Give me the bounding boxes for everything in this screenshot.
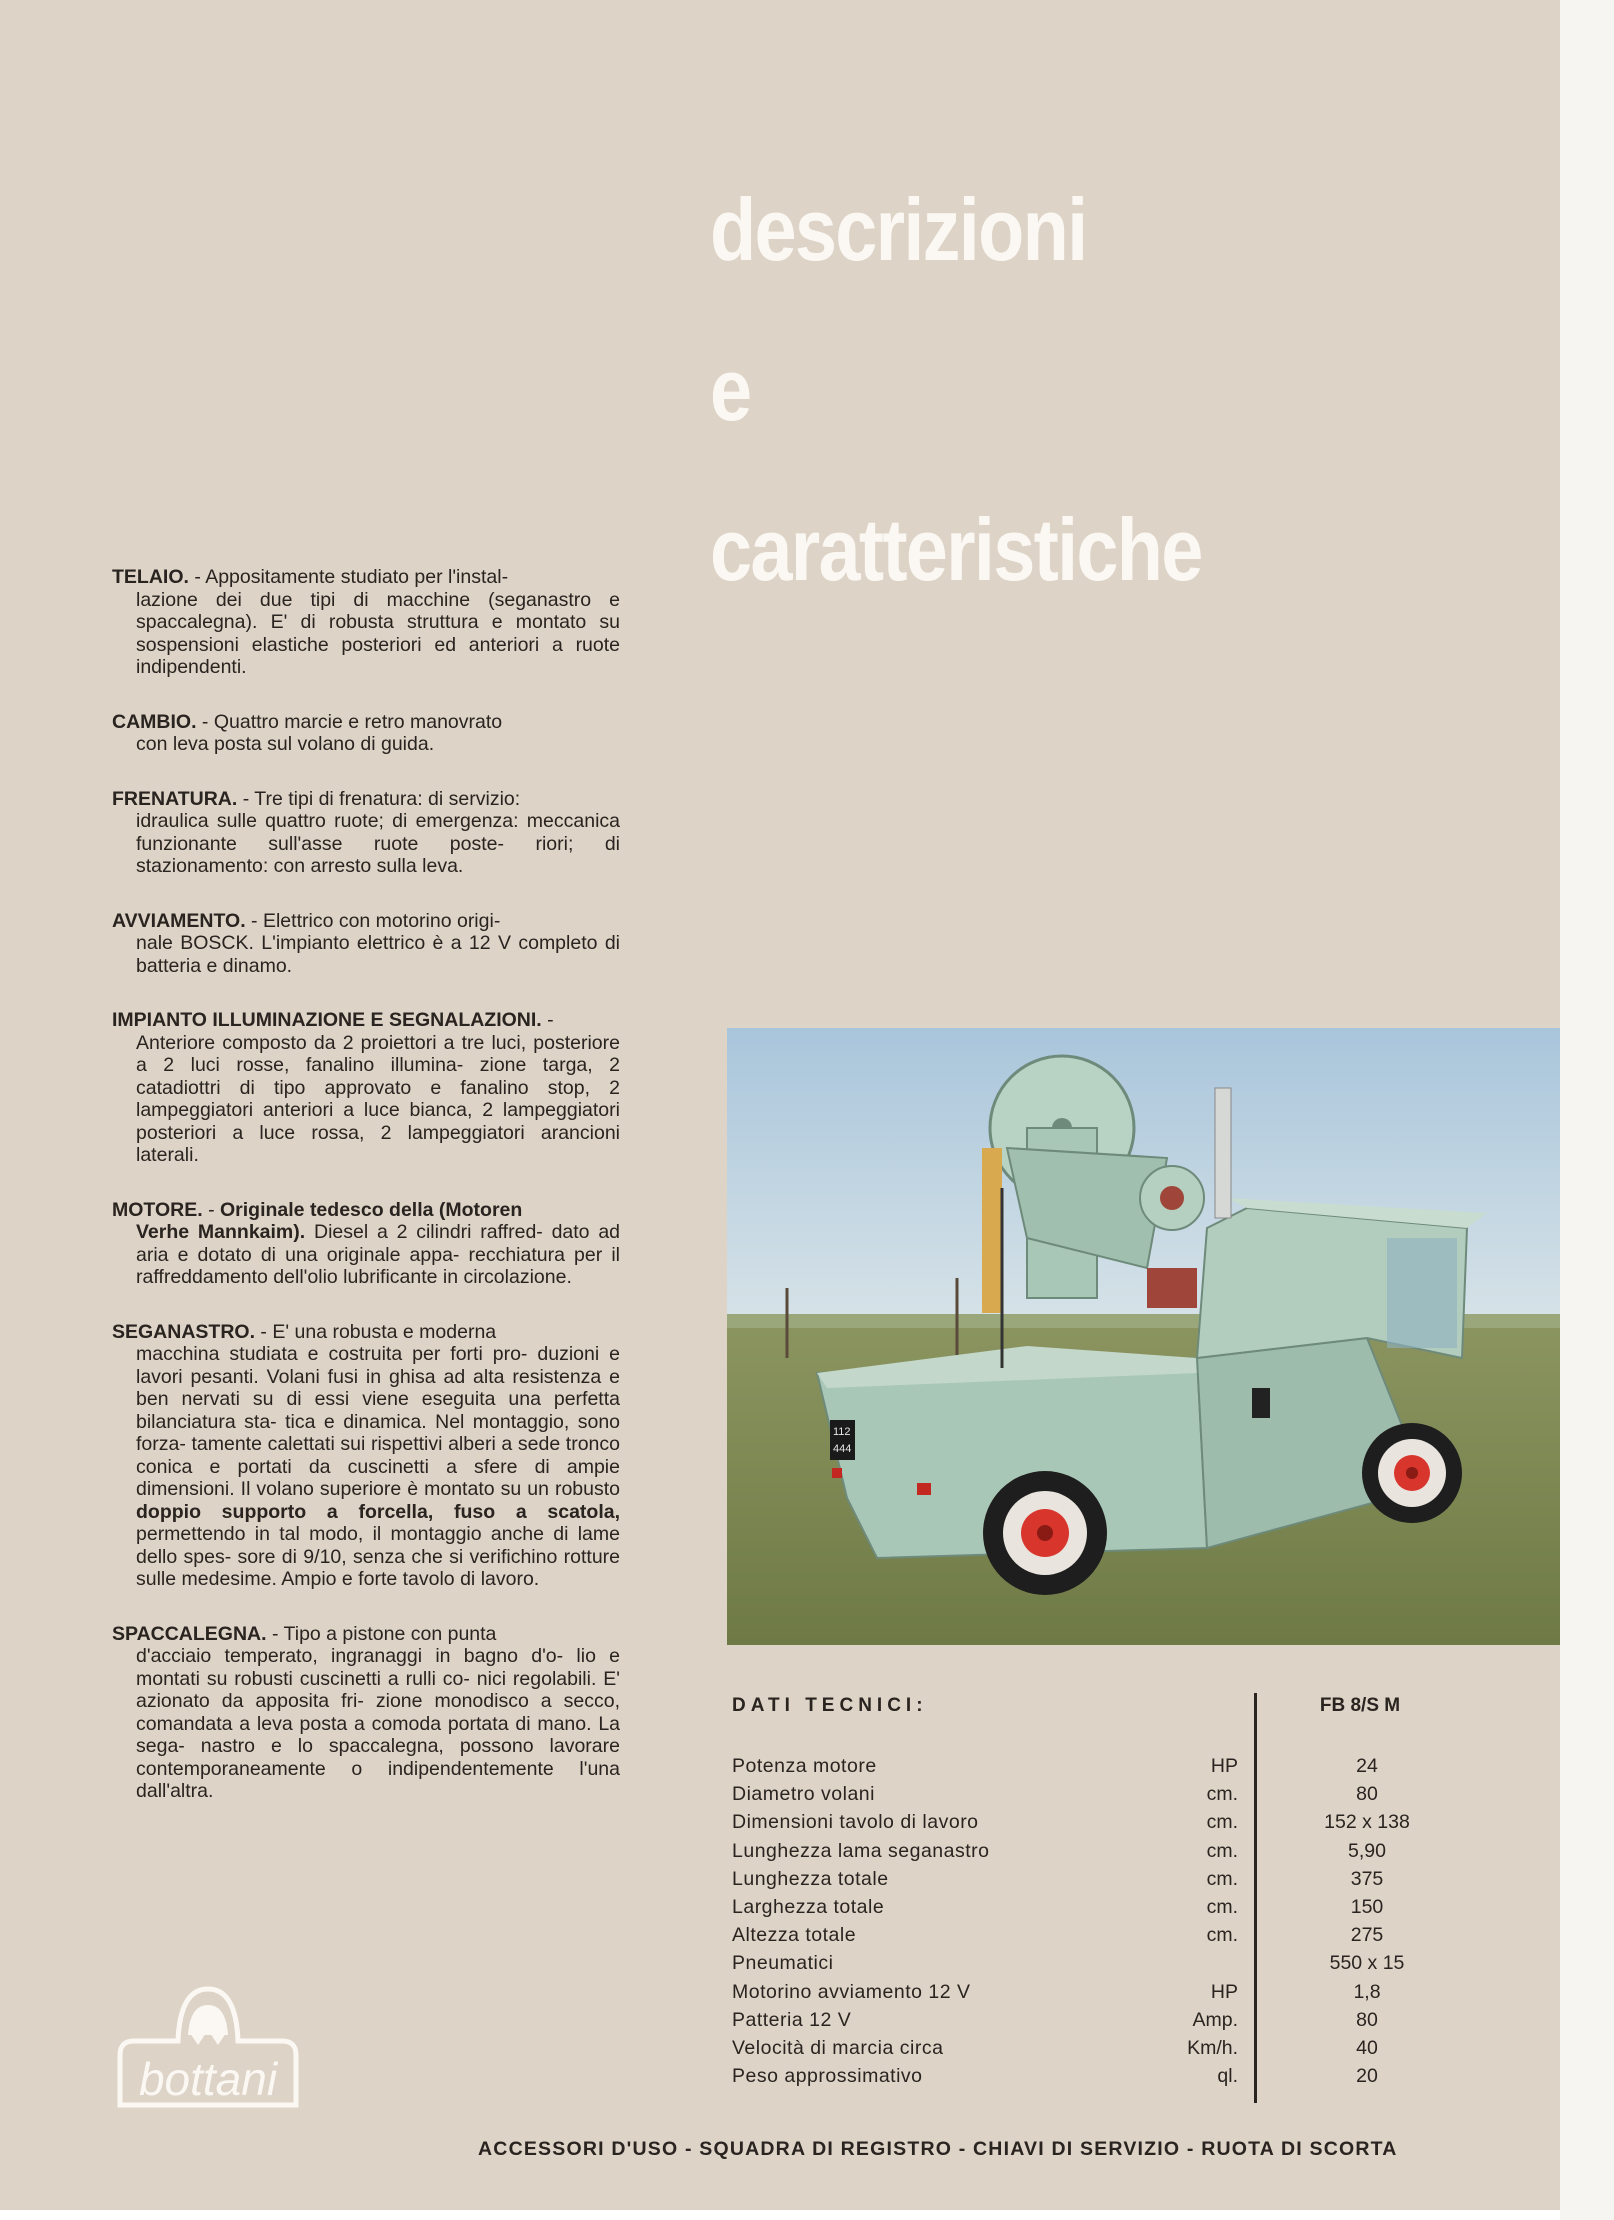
section-spaccalegna: SPACCALEGNA. - Tipo a pistone con punta d'acciaio temperato, ingranaggi in bagno d'o- lio e montati su robusti cuscinetti a rulli co- nici regolabili. E' azionato da apposita fri- zione monodisco a secco, comandata a leva posta a comoda portata di mano. La sega- nastro e lo spaccalegna, possono lavorare contemporaneamente o indipendentemente l'una dall'altra. [112, 1622, 621, 1802]
spec-unit: cm. [1206, 1896, 1238, 1918]
spec-row [732, 1811, 1452, 1839]
spec-unit: HP [1210, 1755, 1238, 1777]
spec-label: Altezza totale [732, 1924, 857, 1947]
section-cambio: CAMBIO. - Quattro marcie e retro manovrato con leva posta sul volano di guida. [112, 711, 620, 756]
section-title: AVVIAMENTO. [112, 909, 246, 932]
section-body: macchina studiata e costruita per forti pro- duzioni e lavori pesanti. Volani fusi in ghisa ad alta resistenza e ben nervati su di essi viene eseguita una perfetta bilanciatura sta- tica e dinamica. Nel montaggio, sono forza- tamente calettati sui rispettivi alberi a sede tronco conica e portati da cuscinetti a sfere di ampie dimensioni. Il volano superiore è montato su un robusto doppio supporto a forcella, fuso a scatola, permettendo in tal modo, il montaggio anche di lame dello spes- sore di 9/10, senza che si verifichino rotture sulle medesime. Ampio e forte tavolo di lavoro. [136, 1343, 621, 1590]
spec-row [732, 2037, 1452, 2065]
spec-value: 80 [1356, 2008, 1378, 2031]
section-title: IMPIANTO ILLUMINAZIONE E SEGNALAZIONI. [112, 1009, 542, 1031]
spec-row [732, 1896, 1452, 1924]
spec-row [732, 2065, 1452, 2093]
spec-row [732, 1868, 1452, 1896]
spec-row [732, 1924, 1452, 1952]
spec-label: Potenza motore [732, 1755, 877, 1777]
spec-row [732, 2009, 1452, 2037]
spec-value: 375 [1350, 1867, 1384, 1890]
spec-value: 150 [1350, 1896, 1384, 1918]
spec-unit: cm. [1206, 1867, 1238, 1890]
spec-value: 550 x 15 [1329, 1952, 1405, 1975]
accessories-footer: ACCESSORI D'USO - SQUADRA DI REGISTRO - CHIAVI DI SERVIZIO - RUOTA DI SCORTA [478, 2138, 1398, 2160]
spec-row [732, 1755, 1452, 1783]
spec-unit: Km/h. [1187, 2037, 1238, 2059]
spec-unit: cm. [1206, 1839, 1238, 1862]
section-body: d'acciaio temperato, ingranaggi in bagno d'o- lio e montati su robusti cuscinetti a rulli co- nici regolabili. E' azionato da apposita fri- zione monodisco a secco, comandata a leva posta a comoda portata di mano. La sega- nastro e lo spaccalegna, possono lavorare contemporaneamente o indipendentemente l'una dall'altra. [136, 1645, 621, 1802]
spec-value: 40 [1356, 2037, 1378, 2059]
section-body: idraulica sulle quattro ruote; di emergenza: meccanica funzionante sull'asse ruote poste- riori; di stazionamento: con arresto sulla leva. [136, 810, 621, 877]
section-impianto: IMPIANTO ILLUMINAZIONE E SEGNALAZIONI. - Anteriore composto da 2 proiettori a tre luci, posteriore a 2 luci rosse, fanalino illumina- zione targa, 2 catadiottri di tipo approvato e fanalino stop, 2 lampeggiatori anteriori a luce bianca, 2 lampeggiatori posteriori a luce rossa, 2 lampeggiatori arancioni laterali. [112, 1009, 621, 1166]
spec-label: Patteria 12 V [732, 2008, 852, 2031]
model-header: FB 8/S M [1319, 1695, 1401, 1716]
spec-unit: cm. [1206, 1811, 1238, 1834]
headline [710, 150, 1202, 630]
spec-row [732, 1840, 1452, 1868]
spec-unit: HP [1210, 1980, 1238, 2003]
spec-label: Lunghezza lama seganastro [732, 1839, 990, 1862]
section-title: FRENATURA. [112, 787, 238, 810]
bottani-logo [108, 1975, 308, 2115]
headline-line-1: descrizioni [710, 180, 1087, 279]
spec-label: Pneumatici [732, 1952, 834, 1975]
page-edge [1560, 0, 1614, 2220]
section-seganastro: SEGANASTRO. - E' una robusta e moderna macchina studiata e costruita per forti pro- duzioni e lavori pesanti. Volani fusi in ghisa ad alta resistenza e ben nervati su di essi viene eseguita una perfetta bilanciatura sta- tica e dinamica. Nel montaggio, sono forza- tamente calettati sui rispettivi alberi a sede tronco conica e portati da cuscinetti a sfere di ampie dimensioni. Il volano superiore è montato su un robusto doppio supporto a forcella, fuso a scatola, permettendo in tal modo, il montaggio anche di lame dello spes- sore di 9/10, senza che si verifichino rotture sulle medesime. Ampio e forte tavolo di lavoro. [112, 1320, 621, 1590]
headline-line-3: caratteristiche [710, 500, 1202, 599]
section-body: Anteriore composto da 2 proiettori a tre luci, posteriore a 2 luci rosse, fanalino illumina- zione targa, 2 catadiottri di tipo approvato e fanalino stop, 2 lampeggiatori anteriori a luce bianca, 2 lampeggiatori posteriori a luce rossa, 2 lampeggiatori arancioni laterali. [136, 1031, 621, 1166]
spec-value: 80 [1356, 1783, 1378, 1806]
spec-unit: cm. [1206, 1924, 1238, 1947]
spec-row [732, 1952, 1452, 1980]
spec-label: Motorino avviamento 12 V [732, 1980, 971, 2003]
section-title: MOTORE. [112, 1198, 203, 1221]
spec-value: 5,90 [1348, 1839, 1386, 1862]
spec-value: 24 [1356, 1755, 1378, 1777]
spec-unit: cm. [1206, 1783, 1238, 1806]
section-body: lazione dei due tipi di macchine (seganastro e spaccalegna). E' di robusta struttura e montato su sospensioni elastiche posteriori ed anteriori a ruote indipendenti. [136, 588, 621, 678]
spec-value: 20 [1356, 2065, 1378, 2088]
section-avviamento: AVVIAMENTO. - Elettrico con motorino origi- nale BOSCK. L'impianto elettrico è a 12 V completo di batteria e dinamo. [112, 909, 620, 977]
spec-label: Lunghezza totale [732, 1867, 889, 1890]
section-body: Verhe Mannkaim). Diesel a 2 cilindri raffred- dato ad aria e dotato di una originale appa- recchiatura per il raffreddamento dell'olio lubrificante in circolazione. [136, 1221, 621, 1288]
section-title: SEGANASTRO. [112, 1320, 256, 1343]
spec-value: 275 [1350, 1924, 1384, 1947]
spec-row [732, 1783, 1452, 1811]
machine-photo [727, 1028, 1560, 1645]
spec-label: Dimensioni tavolo di lavoro [732, 1811, 979, 1834]
section-frenatura: FRENATURA. - Tre tipi di frenatura: di servizio: idraulica sulle quattro ruote; di emergenza: meccanica funzionante sull'asse ruote poste- riori; di stazionamento: con arresto sulla leva. [112, 787, 621, 877]
spec-value: 152 x 138 [1324, 1811, 1410, 1834]
spec-value: 1,8 [1353, 1980, 1381, 2003]
description-column [112, 566, 620, 1835]
section-telaio: TELAIO. - Appositamente studiato per l'instal- lazione dei due tipi di macchine (seganastro e spaccalegna). E' di robusta struttura e montato su sospensioni elastiche posteriori ed anteriori a ruote indipendenti. [112, 566, 621, 678]
section-body: con leva posta sul volano di guida. [136, 733, 435, 755]
section-body: nale BOSCK. L'impianto elettrico è a 12 V completo di batteria e dinamo. [136, 932, 620, 977]
license-plate-line-1: 112 [833, 1426, 851, 1438]
spec-label: Larghezza totale [732, 1896, 885, 1918]
section-title: TELAIO. [112, 566, 189, 588]
spec-label: Diametro volani [732, 1783, 875, 1806]
section-motore: MOTORE. - Originale tedesco della (Motoren Verhe Mannkaim). Diesel a 2 cilindri raffred- dato ad aria e dotato di una originale appa- recchiatura per il raffreddamento dell'olio lubrificante in circolazione. [112, 1198, 621, 1288]
spec-unit: Amp. [1192, 2008, 1238, 2031]
section-title: CAMBIO. [112, 710, 197, 733]
spec-label: Peso approssimativo [732, 2065, 923, 2088]
spec-label: Velocità di marcia circa [732, 2037, 944, 2059]
license-plate-line-2: 444 [833, 1443, 852, 1455]
spec-unit: ql. [1217, 2065, 1238, 2088]
headline-line-2: e [710, 340, 751, 439]
technical-data-title: DATI TECNICI: [732, 1695, 928, 1716]
logo-wordmark: bottani [138, 2053, 278, 2105]
spec-row [732, 1981, 1452, 2009]
section-title: SPACCALEGNA. [112, 1622, 267, 1645]
